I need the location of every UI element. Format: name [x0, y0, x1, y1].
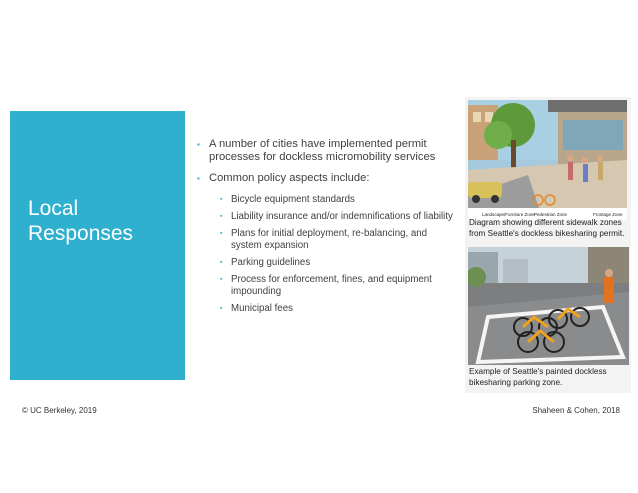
sub-bullet-list [197, 194, 459, 315]
zone-label: Pedestrian Zone [534, 212, 568, 217]
sub-bullet-item: ▪ Process for enforcement, fines, and equipment impounding [220, 274, 459, 298]
footer-copyright: © UC Berkeley, 2019 [22, 406, 97, 415]
sub-bullet-item: ▪ Parking guidelines [220, 257, 459, 269]
footer-citation: Shaheen & Cohen, 2018 [532, 406, 620, 415]
bike-parking-photo [468, 247, 629, 365]
sidewalk-zones-drawing [468, 100, 627, 220]
zone-label: Landscape/Furniture Zone [482, 212, 535, 217]
bullet-item: ▪ A number of cities have implemented permit processes for dockless micromobility services [197, 138, 459, 164]
slide-title: Local Responses [28, 197, 134, 245]
sidewalk-zones-illustration [468, 100, 627, 220]
sub-bullet-item: ▪ Plans for initial deployment, re-balancing, and system expansion [220, 228, 459, 252]
zone-label: Frontage Zone [593, 212, 623, 217]
figure-caption: Example of Seattle's painted dockless bikesharing parking zone. [469, 367, 607, 387]
bullet-list [197, 138, 459, 320]
sub-bullet-item: ▪ Bicycle equipment standards [220, 194, 459, 206]
bullet-item: ▪ Common policy aspects include: [197, 172, 459, 185]
sub-bullet-item: ▪ Liability insurance and/or indemnifications of liability [220, 211, 459, 223]
bike-parking-drawing [468, 247, 629, 365]
figure-caption: Diagram showing different sidewalk zones from Seattle's dockless bikesharing permit. [469, 218, 625, 238]
sub-bullet-item: ▪ Municipal fees [220, 303, 459, 315]
title-panel [10, 111, 185, 380]
